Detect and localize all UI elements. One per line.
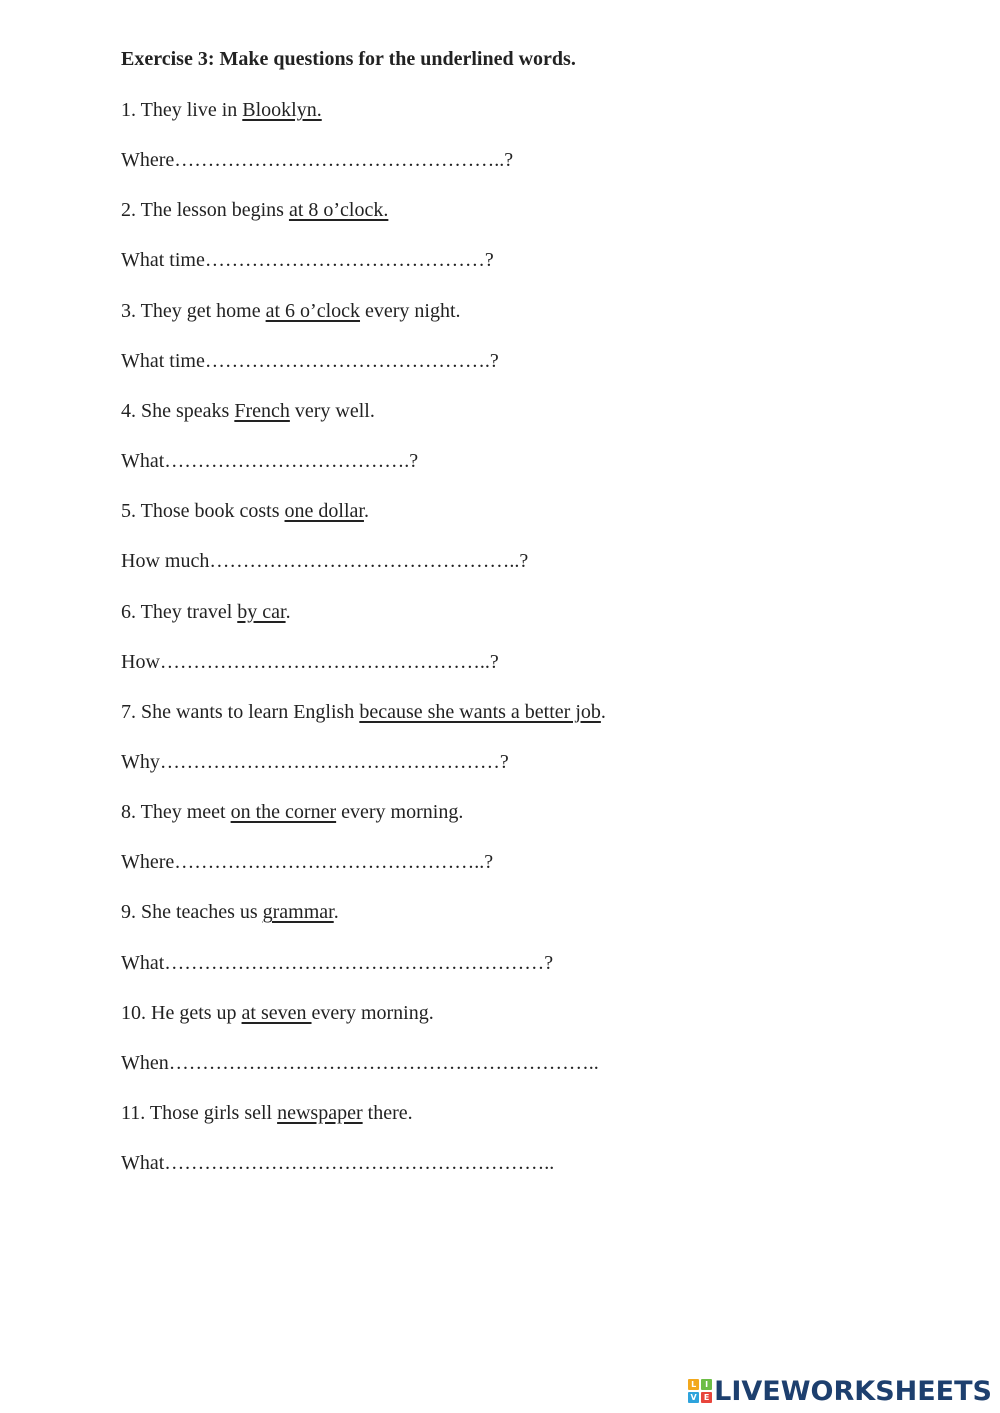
- question-text: 3. They get home: [121, 299, 266, 322]
- answer-line-6[interactable]: How…………………………………………..?: [121, 650, 499, 673]
- question-text: 5. Those book costs: [121, 500, 285, 523]
- question-text: 9. She teaches us: [121, 901, 263, 924]
- question-4: [121, 399, 375, 423]
- question-10: [121, 1001, 434, 1025]
- question-text-end: .: [333, 901, 339, 924]
- underlined-phrase: at 6 o’clock: [265, 299, 361, 322]
- question-text: 4. She speaks: [121, 399, 235, 422]
- question-text-end: every morning.: [311, 1001, 434, 1024]
- logo-mark-tile: E: [701, 1392, 712, 1403]
- answer-line-2[interactable]: What time……………………………………?: [121, 249, 494, 272]
- question-6: [121, 600, 291, 624]
- question-text-end: there.: [362, 1102, 413, 1124]
- underlined-phrase: because she wants a better job: [359, 700, 601, 723]
- answer-line-5[interactable]: How much………………………………………..?: [121, 550, 529, 573]
- question-7: [121, 700, 606, 724]
- underlined-phrase: one dollar: [284, 500, 364, 523]
- question-3: [121, 299, 461, 323]
- question-text: 2. The lesson begins: [121, 199, 289, 222]
- underlined-phrase: grammar: [262, 901, 334, 924]
- question-8: [121, 800, 463, 824]
- underlined-phrase: on the corner: [230, 801, 337, 824]
- question-text: 8. They meet: [121, 801, 231, 824]
- answer-line-9[interactable]: What…………………………………………………?: [121, 951, 554, 974]
- question-text: 10. He gets up: [121, 1001, 242, 1024]
- answer-line-1[interactable]: Where…………………………………………..?: [121, 149, 514, 172]
- question-text-end: every morning.: [336, 801, 464, 824]
- question-text: 1. They live in: [121, 99, 243, 121]
- logo-text: LIVEWORKSHEETS: [714, 1375, 992, 1407]
- question-text-end: .: [600, 700, 606, 723]
- question-text-end: every night.: [360, 299, 461, 322]
- question-text: 11. Those girls sell: [121, 1102, 278, 1124]
- question-9: [121, 900, 339, 924]
- logo-mark-icon: [688, 1379, 712, 1403]
- question-text: 6. They travel: [121, 600, 238, 623]
- answer-line-7[interactable]: Why……………………………………………?: [121, 750, 509, 773]
- question-text: 7. She wants to learn English: [121, 700, 360, 723]
- underlined-phrase: at 8 o’clock.: [288, 199, 389, 222]
- logo-mark-tile: V: [688, 1392, 699, 1403]
- question-5: [121, 499, 369, 523]
- answer-line-11[interactable]: What…………………………………………………..: [121, 1152, 555, 1175]
- logo-mark-tile: I: [701, 1379, 712, 1390]
- exercise-title: Exercise 3: Make questions for the underlined words.: [121, 48, 576, 70]
- question-text-end: very well.: [289, 399, 375, 422]
- question-text-end: .: [285, 600, 291, 623]
- question-11: [121, 1101, 413, 1125]
- logo-mark-tile: L: [688, 1379, 699, 1390]
- underlined-phrase: Blooklyn.: [242, 99, 322, 121]
- underlined-phrase: newspaper: [277, 1102, 363, 1124]
- underlined-phrase: French: [234, 399, 290, 422]
- underlined-phrase: by car: [237, 600, 286, 623]
- answer-line-4[interactable]: What……………………………….?: [121, 450, 419, 472]
- answer-line-10[interactable]: When………………………………………………………..: [121, 1051, 599, 1074]
- question-2: [121, 198, 388, 222]
- answer-line-3[interactable]: What time…………………………………….?: [121, 349, 499, 372]
- question-1: [121, 98, 322, 122]
- liveworksheets-logo: [688, 1377, 992, 1405]
- answer-line-8[interactable]: Where………………………………………..?: [121, 851, 494, 874]
- question-text-end: .: [363, 500, 369, 523]
- underlined-phrase: at seven: [241, 1001, 312, 1024]
